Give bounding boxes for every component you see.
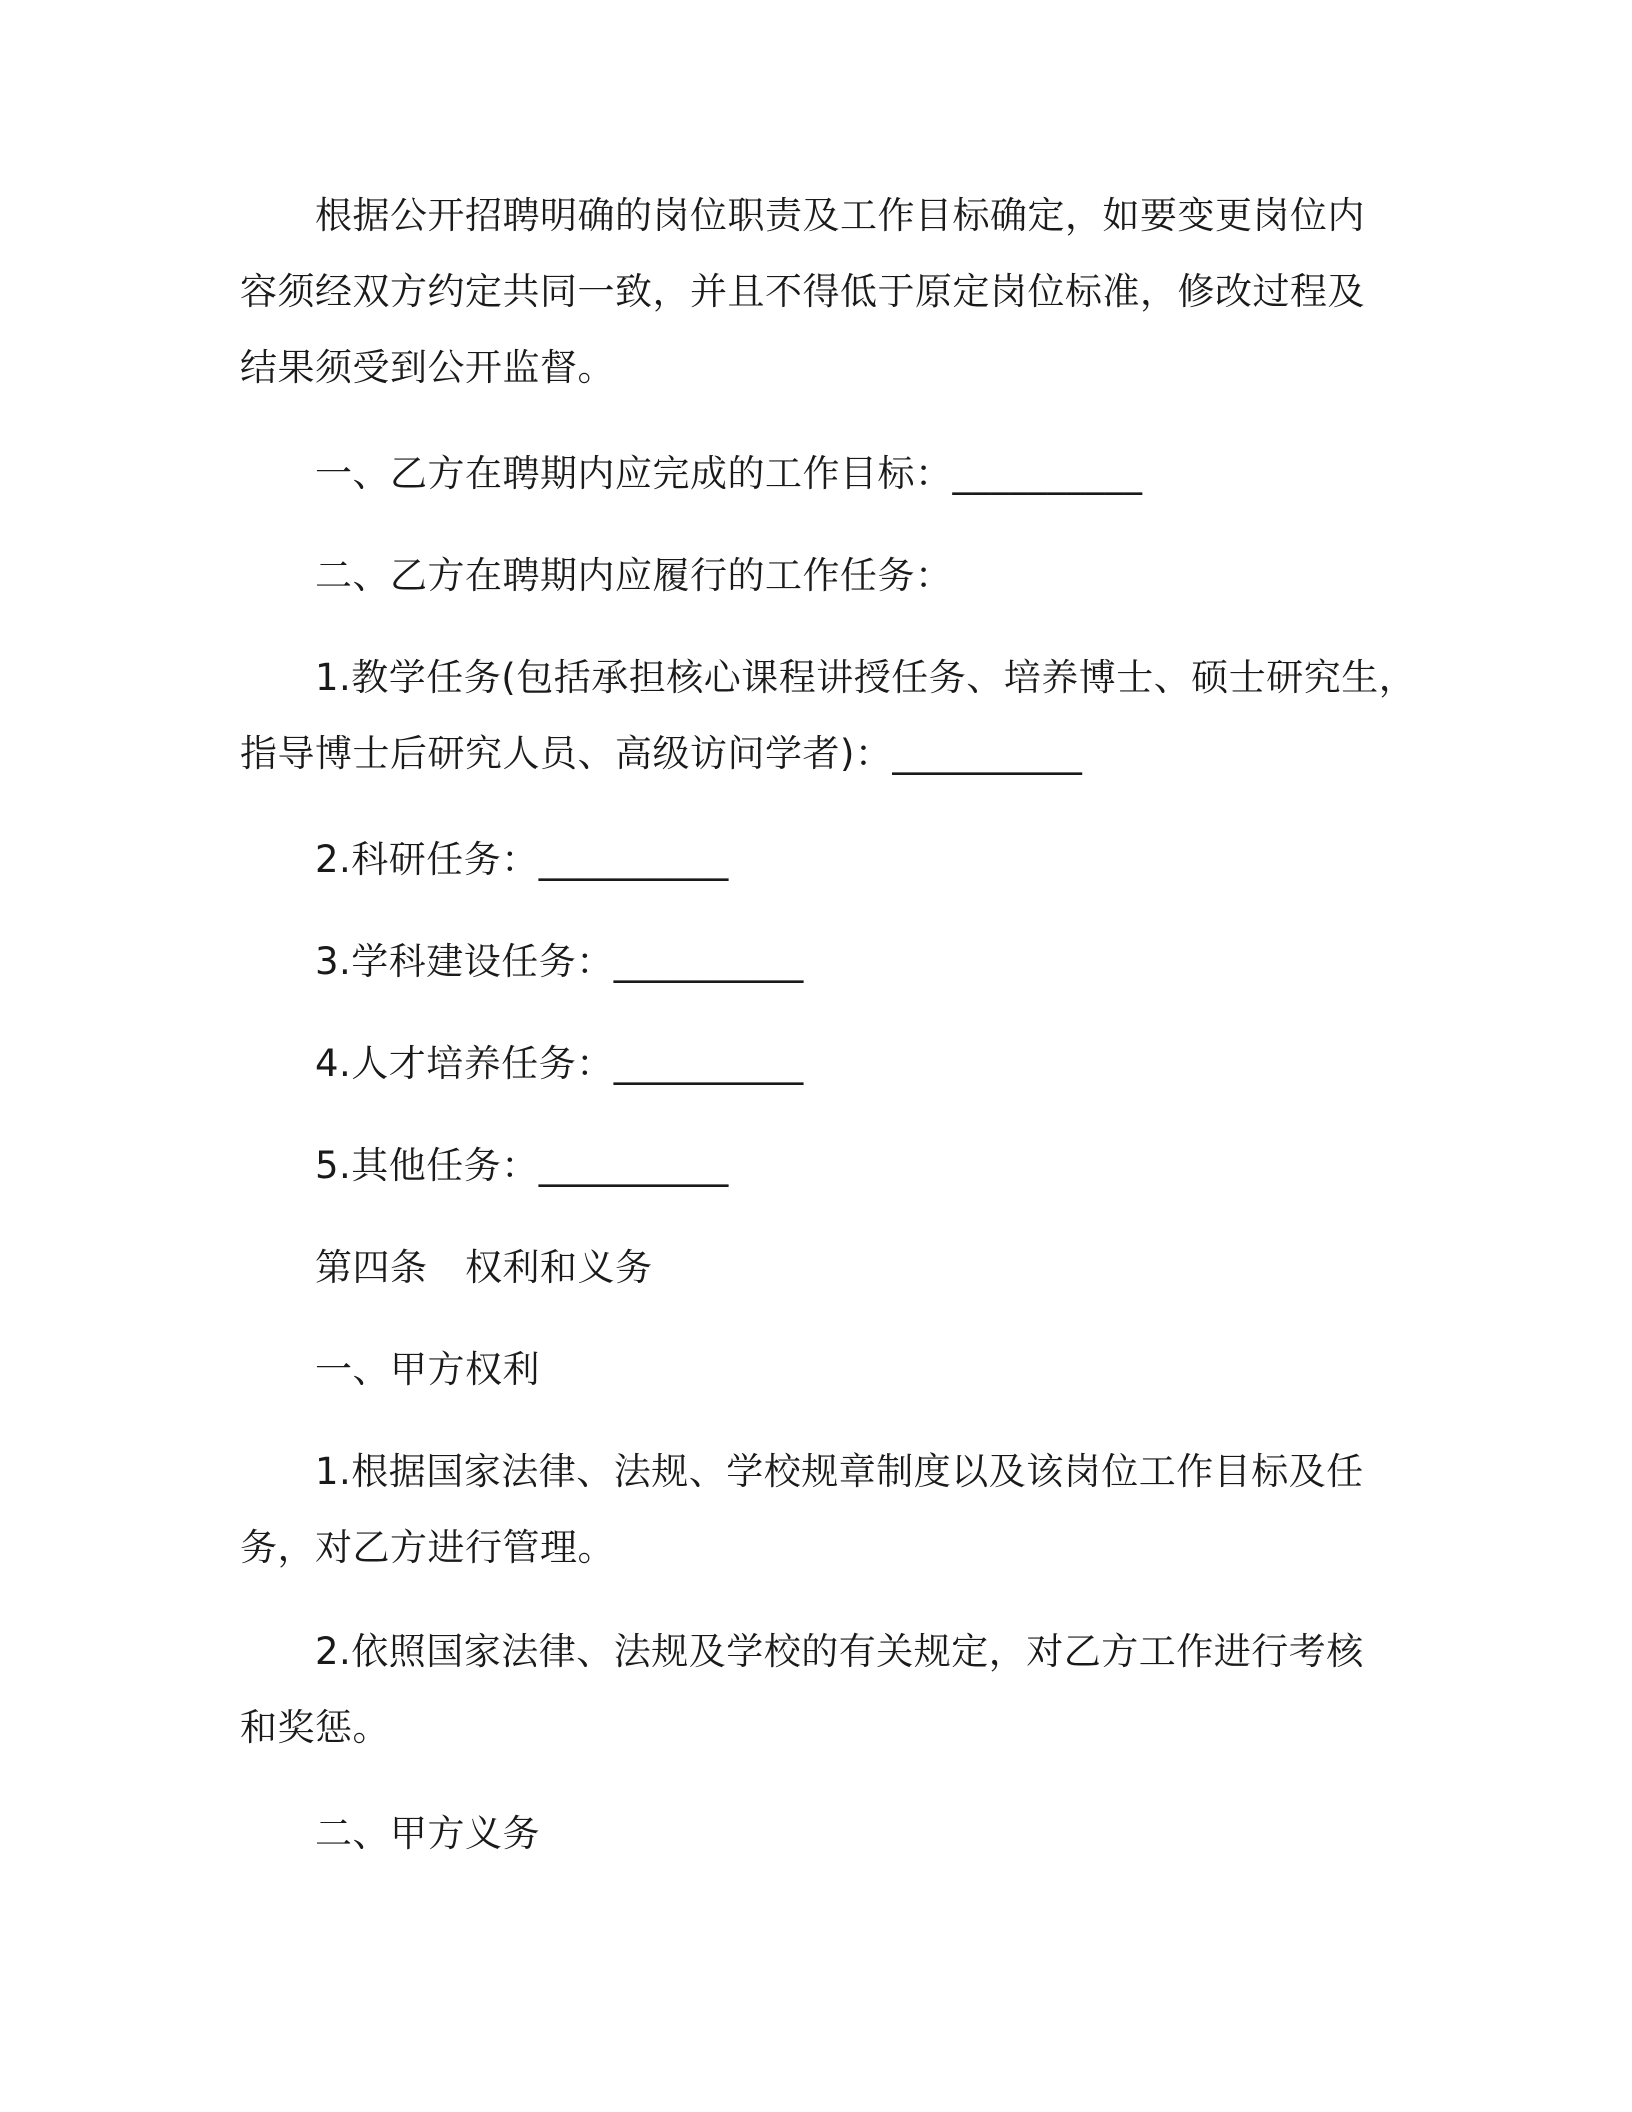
paragraph-job-duties bbox=[240, 178, 1380, 406]
text-line: 二、乙方在聘期内应履行的工作任务： bbox=[315, 554, 953, 597]
paragraph-rights-item-2 bbox=[240, 1614, 1380, 1766]
party-a-obligations-heading bbox=[240, 1796, 1380, 1872]
text-line: 2.依照国家法律、法规及学校的有关规定，对乙方工作进行考核 bbox=[315, 1630, 1364, 1673]
party-a-rights-heading bbox=[240, 1332, 1380, 1408]
paragraph-work-tasks-heading bbox=[240, 538, 1380, 614]
text-line: 结果须受到公开监督。 bbox=[240, 346, 615, 389]
paragraph-other-task bbox=[240, 1128, 1380, 1204]
paragraph-teaching-task bbox=[240, 640, 1417, 792]
text-line: 4.人才培养任务：__________ bbox=[315, 1042, 804, 1085]
text-line: 指导博士后研究人员、高级访问学者)：__________ bbox=[240, 732, 1083, 775]
text-line: 第四条 权利和义务 bbox=[315, 1246, 653, 1289]
text-line: 容须经双方约定共同一致，并且不得低于原定岗位标准，修改过程及 bbox=[240, 270, 1365, 313]
text-line: 1.根据国家法律、法规、学校规章制度以及该岗位工作目标及任 bbox=[315, 1450, 1364, 1493]
paragraph-discipline-task bbox=[240, 924, 1380, 1000]
text-line: 务，对乙方进行管理。 bbox=[240, 1526, 615, 1569]
article-four-heading bbox=[240, 1230, 1380, 1306]
paragraph-talent-task bbox=[240, 1026, 1380, 1102]
text-line: 1.教学任务(包括承担核心课程讲授任务、培养博士、硕士研究生， bbox=[315, 656, 1417, 699]
text-line: 2.科研任务：__________ bbox=[315, 838, 729, 881]
text-line: 一、甲方权利 bbox=[315, 1348, 540, 1391]
text-line: 根据公开招聘明确的岗位职责及工作目标确定，如要变更岗位内 bbox=[315, 194, 1365, 237]
text-line: 二、甲方义务 bbox=[315, 1812, 540, 1855]
text-line: 和奖惩。 bbox=[240, 1706, 390, 1749]
text-line: 3.学科建设任务：__________ bbox=[315, 940, 804, 983]
paragraph-rights-item-1 bbox=[240, 1434, 1380, 1586]
paragraph-research-task bbox=[240, 822, 1380, 898]
text-line: 一、乙方在聘期内应完成的工作目标：__________ bbox=[315, 452, 1143, 495]
text-line: 5.其他任务：__________ bbox=[315, 1144, 729, 1187]
paragraph-work-goals bbox=[240, 436, 1380, 512]
